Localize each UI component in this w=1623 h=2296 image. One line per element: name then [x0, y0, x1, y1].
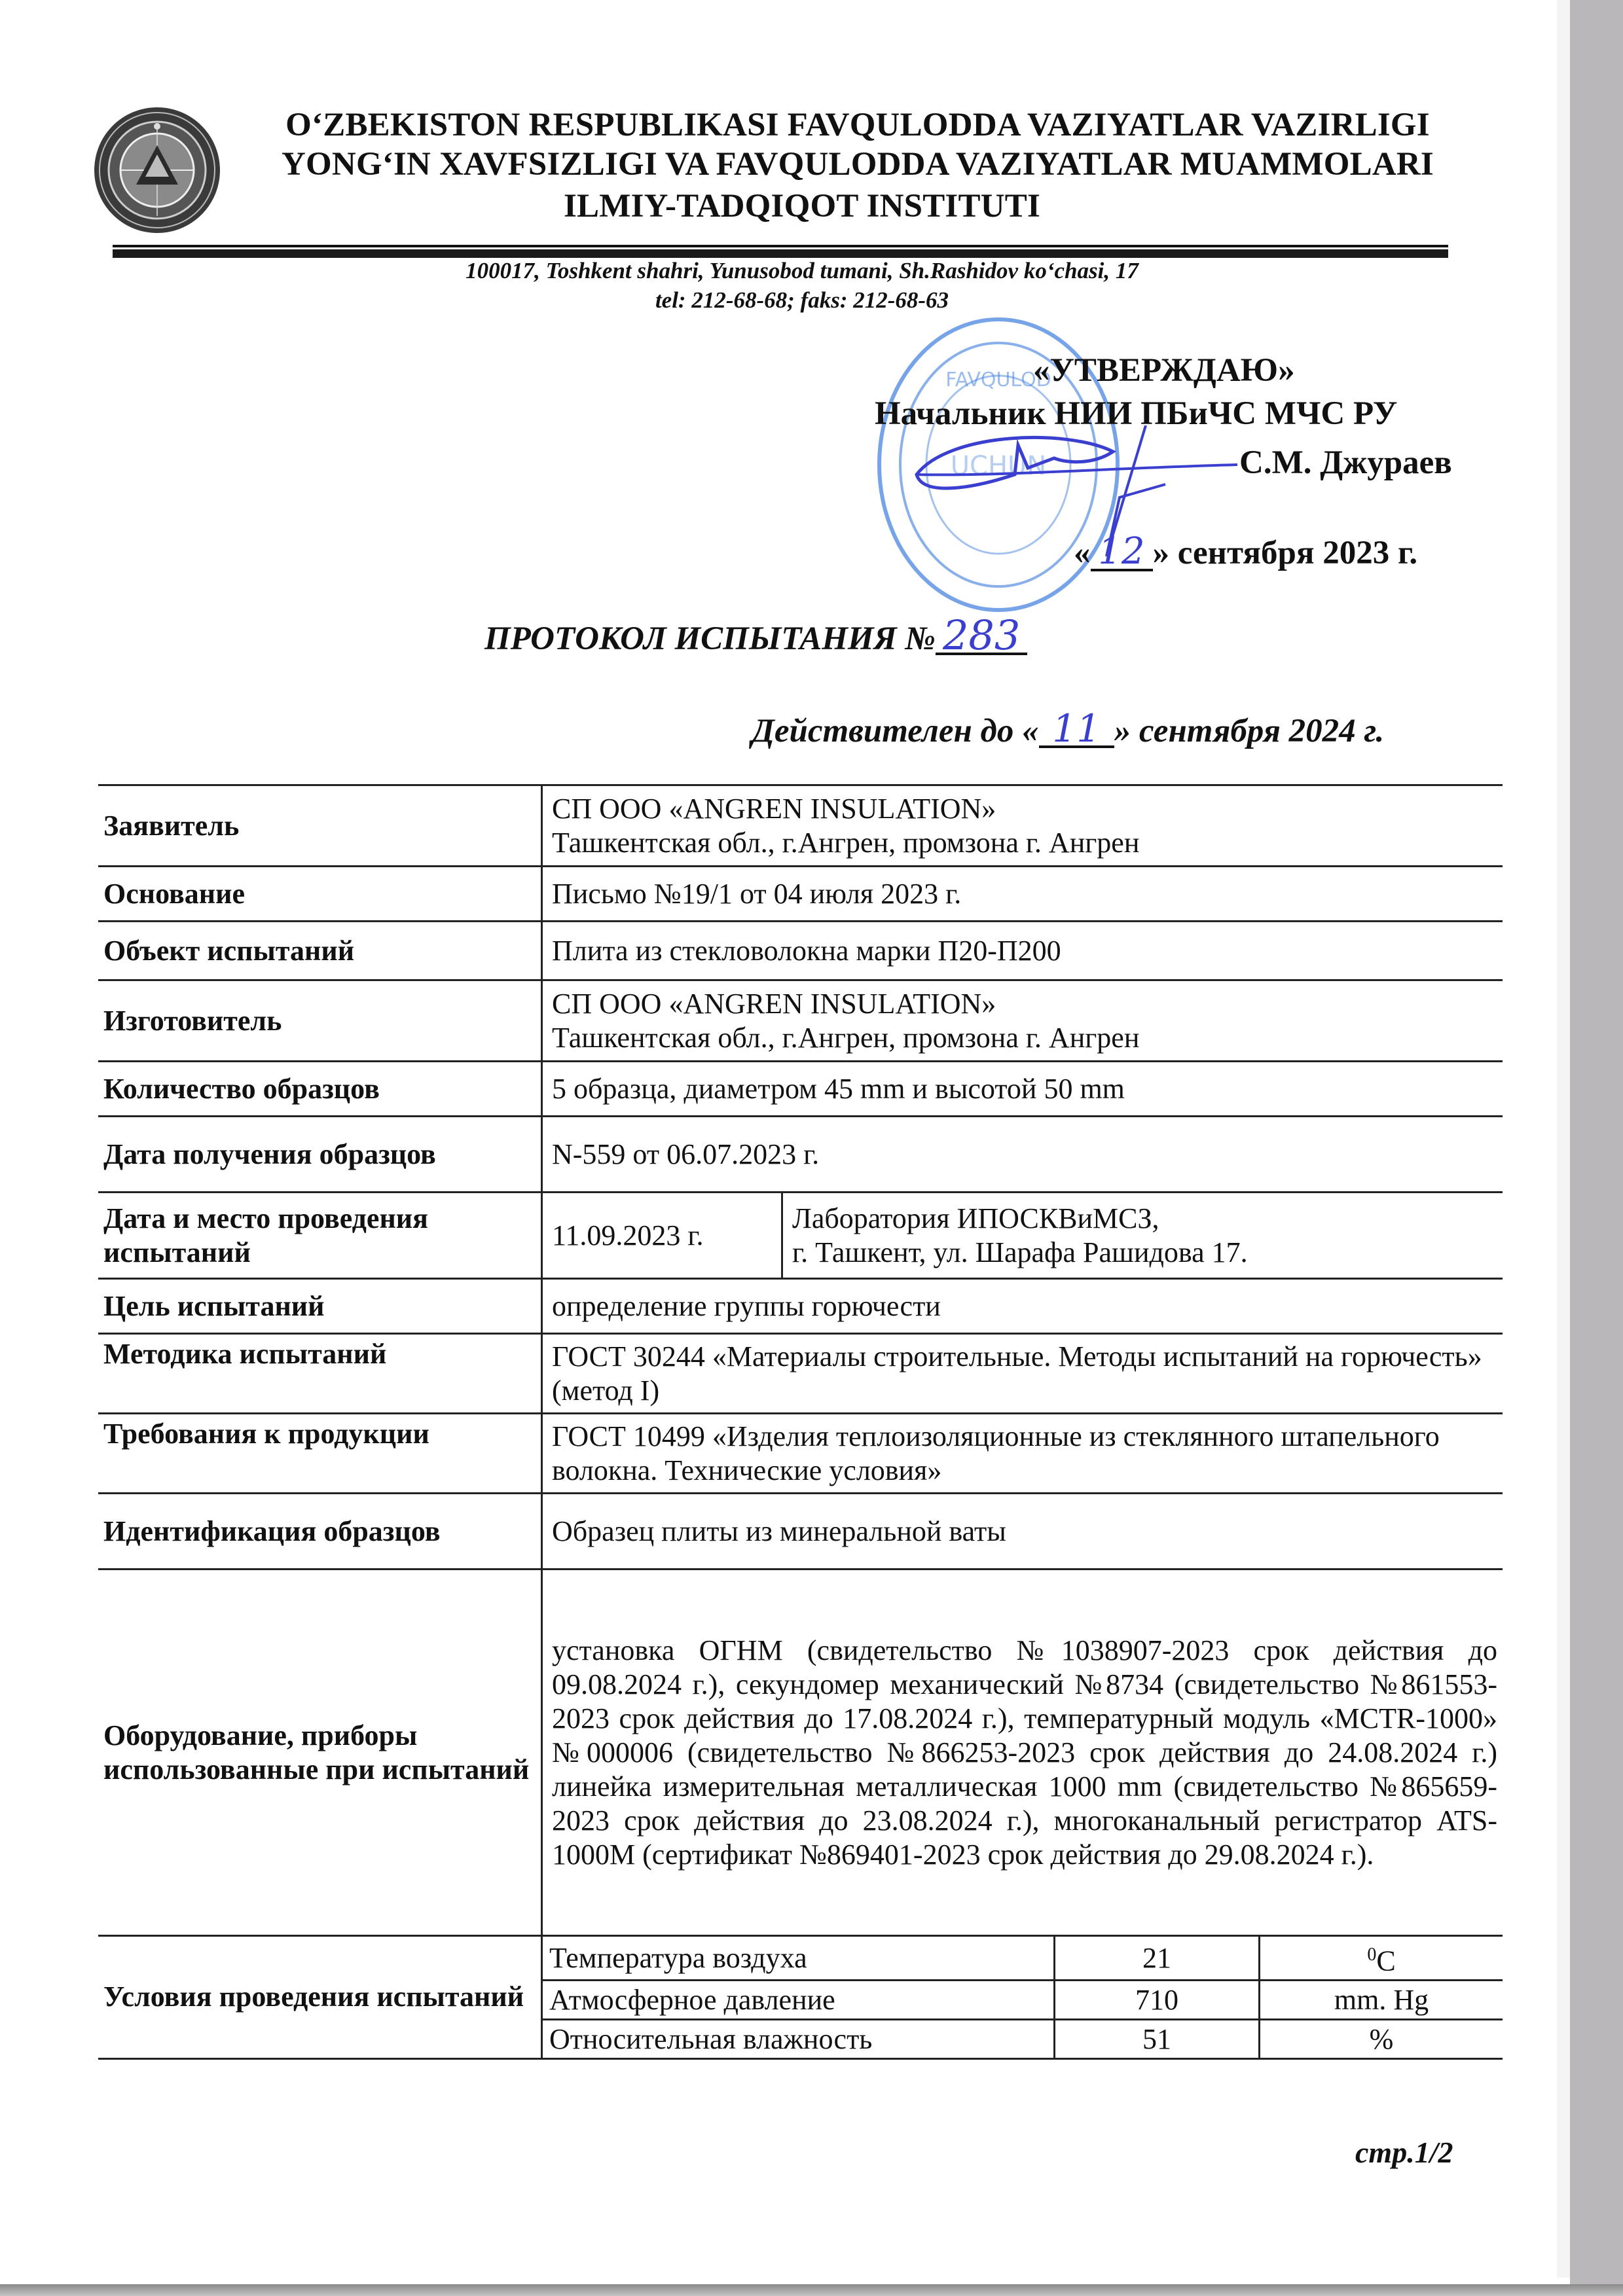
method-value: ГОСТ 30244 «Материалы строительные. Методы испытаний на горючесть» (метод I) — [542, 1334, 1503, 1414]
receipt-date-value: N-559 от 06.07.2023 г. — [542, 1117, 1503, 1193]
condition-name: Температура воздуха — [543, 1937, 1055, 1980]
test-place-line1: Лаборатория ИПОСКВиМСЗ, — [792, 1202, 1159, 1234]
condition-unit-sup: 0 — [1367, 1945, 1377, 1965]
test-place-line2: г. Ташкент, ул. Шарафа Рашидова 17. — [792, 1236, 1248, 1268]
requirements-value: ГОСТ 10499 «Изделия теплоизоляционные из стеклянного штапельного волокна. Технические условия» — [542, 1414, 1503, 1494]
sample-count-value: 5 образца, диаметром 45 mm и высотой 50 mm — [542, 1062, 1503, 1117]
table-row-manufacturer — [98, 980, 1503, 1062]
scan-edge-bottom — [0, 2284, 1623, 2296]
protocol-number: 283 — [936, 619, 1027, 655]
header-rule-thin — [113, 245, 1448, 247]
table-row-identification — [98, 1494, 1503, 1570]
table-row-test-date-place — [98, 1193, 1503, 1279]
applicant-address: Ташкентская обл., г.Ангрен, промзона г. Ангрен — [552, 826, 1140, 859]
validity-day: 11 — [1039, 711, 1114, 748]
validity-line — [752, 706, 1385, 751]
table-row-requirements — [98, 1414, 1503, 1494]
method-label: Методика испытаний — [98, 1334, 542, 1414]
table-row-applicant — [98, 785, 1503, 867]
approver-position: Начальник НИИ ПБиЧС МЧС РУ — [875, 395, 1398, 432]
conditions-cell — [542, 1936, 1503, 2059]
scan-edge-right — [1570, 0, 1623, 2296]
manufacturer-value — [542, 980, 1503, 1062]
approval-title: «УТВЕРЖДАЮ» — [1033, 352, 1295, 389]
manufacturer-address: Ташкентская обл., г.Ангрен, промзона г. Ангрен — [552, 1021, 1140, 1054]
receipt-date-label: Дата получения образцов — [98, 1117, 542, 1193]
org-name-line2: YONG‘IN XAVFSIZLIGI VA FAVQULODDA VAZIYATLAR MUAMMOLARI — [282, 146, 1434, 183]
approval-date — [1074, 530, 1418, 573]
applicant-name: СП ООО «ANGREN INSULATION» — [552, 792, 996, 825]
svg-text:FAVQULOD: FAVQULOD — [945, 368, 1051, 391]
condition-row-temperature — [543, 1937, 1503, 1980]
condition-value: 710 — [1055, 1980, 1260, 2019]
validity-prefix: Действителен до « — [752, 713, 1039, 749]
manufacturer-name: СП ООО «ANGREN INSULATION» — [552, 987, 996, 1020]
condition-row-humidity — [543, 2019, 1503, 2058]
conditions-table — [543, 1937, 1503, 2058]
conditions-label: Условия проведения испытаний — [98, 1936, 542, 2059]
condition-row-pressure — [543, 1980, 1503, 2019]
identification-value: Образец плиты из минеральной ваты — [542, 1494, 1503, 1570]
condition-name: Относительная влажность — [543, 2019, 1055, 2058]
test-place-value — [782, 1193, 1503, 1279]
condition-unit-text: C — [1376, 1945, 1396, 1977]
approver-name: С.М. Джураев — [1239, 444, 1452, 481]
table-row-basis — [98, 867, 1503, 922]
basis-value: Письмо №19/1 от 04 июля 2023 г. — [542, 867, 1503, 922]
requirements-label: Требования к продукции — [98, 1414, 542, 1494]
basis-label: Основание — [98, 867, 542, 922]
table-row-purpose — [98, 1279, 1503, 1334]
equipment-label: Оборудование, приборы использованные при испытаний — [98, 1570, 542, 1936]
org-name-line1: O‘ZBEKISTON RESPUBLIKASI FAVQULODDA VAZIYATLAR VAZIRLIGI — [285, 107, 1430, 143]
approval-date-day: 12 — [1091, 535, 1153, 571]
object-label: Объект испытаний — [98, 922, 542, 980]
protocol-title-text: ПРОТОКОЛ ИСПЫТАНИЯ № — [484, 620, 936, 657]
scan-margin — [1557, 0, 1570, 2278]
approval-date-rest: » сентября 2023 г. — [1152, 535, 1418, 571]
applicant-label: Заявитель — [98, 785, 542, 867]
purpose-value: определение группы горючести — [542, 1279, 1503, 1334]
object-value: Плита из стекловолокна марки П20-П200 — [542, 922, 1503, 980]
applicant-value — [542, 785, 1503, 867]
validity-suffix: » сентября 2024 г. — [1114, 713, 1385, 749]
org-address: 100017, Toshkent shahri, Yunusobod tumani, Sh.Rashidov ko‘chasi, 17 — [465, 258, 1139, 283]
org-contacts: tel: 212-68-68; faks: 212-68-63 — [655, 287, 949, 313]
page-number: стр.1/2 — [1355, 2136, 1453, 2169]
condition-unit: mm. Hg — [1260, 1980, 1503, 2019]
sample-count-label: Количество образцов — [98, 1062, 542, 1117]
approval-date-open: « — [1074, 535, 1091, 571]
test-date-value: 11.09.2023 г. — [542, 1193, 782, 1279]
table-row-object — [98, 922, 1503, 980]
equipment-value: установка ОГНМ (свидетельство №1038907-2023 срок действия до 09.08.2024 г.), секундомер механический №8734 (свидетельство №861553-2023 срок действия до 17.08.2024 г.), температурный модуль «MCTR-1000» №000006 (свидетельство №866253-2023 срок действия до 24.08.2024 г.) линейка измерительная металлическая 1000 mm (свидетельство №865659-2023 срок действия до 23.08.2024 г.), многоканальный регистратор ATS-1000M (сертификат №869401-2023 срок действия до 29.08.2024 г.). — [542, 1570, 1503, 1936]
purpose-label: Цель испытаний — [98, 1279, 542, 1334]
table-row-equipment — [98, 1570, 1503, 1936]
condition-value: 51 — [1055, 2019, 1260, 2058]
condition-name: Атмосферное давление — [543, 1980, 1055, 2019]
protocol-table — [98, 784, 1503, 2060]
svg-text:UCHUN: UCHUN — [950, 451, 1047, 481]
condition-value: 21 — [1055, 1937, 1260, 1980]
manufacturer-label: Изготовитель — [98, 980, 542, 1062]
condition-unit: % — [1369, 2022, 1394, 2055]
org-name-line3: ILMIY-TADQIQOT INSTITUTI — [564, 188, 1040, 224]
table-row-conditions — [98, 1936, 1503, 2059]
protocol-title — [484, 611, 1027, 659]
table-row-method — [98, 1334, 1503, 1414]
table-row-receipt-date — [98, 1117, 1503, 1193]
condition-unit — [1260, 1937, 1503, 1980]
identification-label: Идентификация образцов — [98, 1494, 542, 1570]
table-row-sample-count — [98, 1062, 1503, 1117]
test-date-place-label: Дата и место проведения испытаний — [98, 1193, 542, 1279]
